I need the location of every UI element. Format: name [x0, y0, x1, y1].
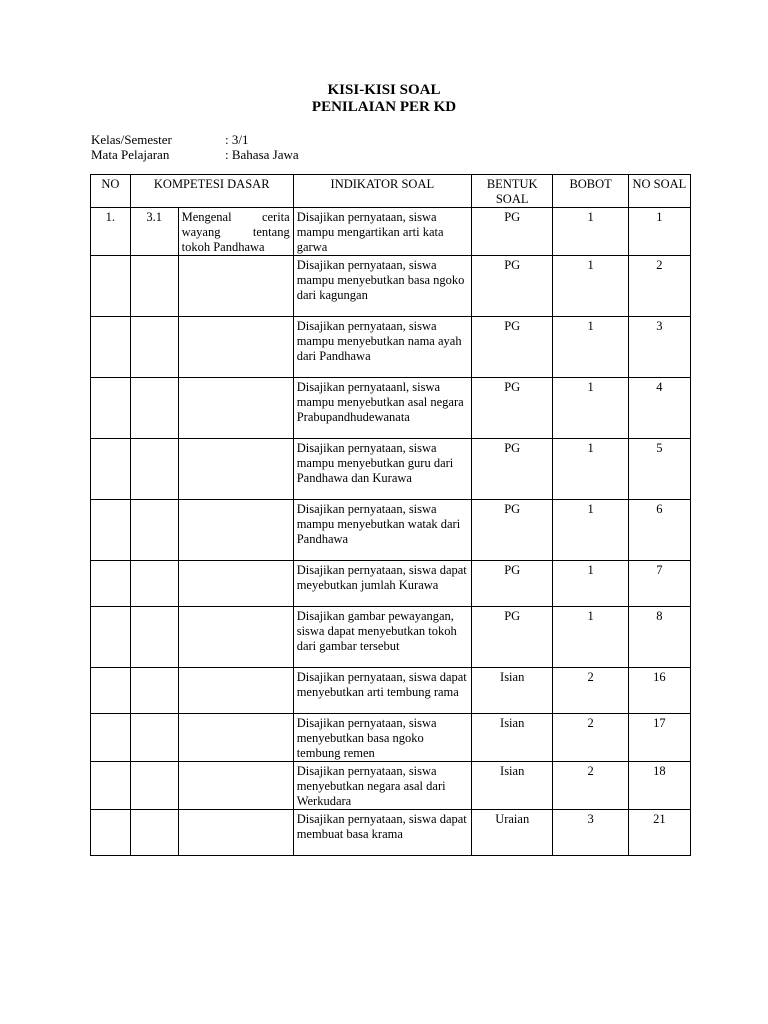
table-row — [91, 317, 691, 378]
cell-kd-kode — [130, 500, 178, 561]
cell-bobot: 1 — [553, 607, 628, 668]
cell-no: 1. — [91, 208, 131, 256]
cell-bentuk-soal: Isian — [471, 714, 552, 762]
cell-no — [91, 561, 131, 607]
cell-no — [91, 810, 131, 856]
header-kompetensi-dasar: KOMPETESI DASAR — [130, 175, 293, 208]
cell-indikator: Disajikan pernyataan, siswa mampu menyebutkan nama ayah dari Pandhawa — [293, 317, 471, 378]
cell-kd-teks: Mengenal cerita wayang tentang tokoh Pandhawa — [178, 208, 293, 256]
table-row — [91, 439, 691, 500]
meta-kelas — [91, 132, 248, 147]
table-header-row — [91, 175, 691, 208]
cell-no-soal: 17 — [628, 714, 690, 762]
cell-bentuk-soal: PG — [471, 561, 552, 607]
cell-no — [91, 668, 131, 714]
cell-bobot: 1 — [553, 561, 628, 607]
meta-mapel-label: Mata Pelajaran — [91, 147, 170, 162]
cell-indikator: Disajikan pernyataan, siswa mampu menyebutkan watak dari Pandhawa — [293, 500, 471, 561]
table-row — [91, 714, 691, 762]
cell-no-soal: 4 — [628, 378, 690, 439]
cell-kd-kode — [130, 378, 178, 439]
cell-no — [91, 378, 131, 439]
cell-no — [91, 607, 131, 668]
header-no-soal: NO SOAL — [628, 175, 690, 208]
cell-bobot: 1 — [553, 317, 628, 378]
table-row — [91, 668, 691, 714]
table-row — [91, 500, 691, 561]
table-row — [91, 810, 691, 856]
cell-indikator: Disajikan pernyataan, siswa dapat menyebutkan arti tembung rama — [293, 668, 471, 714]
cell-indikator: Disajikan pernyataan, siswa menyebutkan basa ngoko tembung remen — [293, 714, 471, 762]
table-row — [91, 378, 691, 439]
cell-indikator: Disajikan pernyataanl, siswa mampu menyebutkan asal negara Prabupandhudewanata — [293, 378, 471, 439]
cell-kd-teks — [178, 439, 293, 500]
cell-bentuk-soal: Isian — [471, 762, 552, 810]
cell-kd-kode — [130, 714, 178, 762]
cell-no — [91, 439, 131, 500]
cell-indikator: Disajikan pernyataan, siswa dapat meyebutkan jumlah Kurawa — [293, 561, 471, 607]
table-row — [91, 561, 691, 607]
cell-bobot: 1 — [553, 439, 628, 500]
cell-bentuk-soal: PG — [471, 607, 552, 668]
cell-kd-kode — [130, 317, 178, 378]
cell-bentuk-soal: PG — [471, 500, 552, 561]
cell-no-soal: 16 — [628, 668, 690, 714]
table-row — [91, 208, 691, 256]
cell-bobot: 3 — [553, 810, 628, 856]
cell-bobot: 1 — [553, 378, 628, 439]
cell-no-soal: 8 — [628, 607, 690, 668]
cell-no — [91, 500, 131, 561]
meta-kelas-label: Kelas/Semester — [91, 132, 172, 147]
cell-no-soal: 21 — [628, 810, 690, 856]
header-indikator-soal: INDIKATOR SOAL — [293, 175, 471, 208]
cell-indikator: Disajikan pernyataan, siswa menyebutkan negara asal dari Werkudara — [293, 762, 471, 810]
cell-bobot: 2 — [553, 714, 628, 762]
cell-kd-teks — [178, 317, 293, 378]
cell-bobot: 1 — [553, 500, 628, 561]
cell-bentuk-soal: PG — [471, 317, 552, 378]
cell-kd-teks — [178, 668, 293, 714]
cell-kd-teks — [178, 256, 293, 317]
cell-kd-kode — [130, 439, 178, 500]
cell-no — [91, 762, 131, 810]
cell-kd-teks — [178, 378, 293, 439]
cell-indikator: Disajikan pernyataan, siswa mampu menyebutkan basa ngoko dari kagungan — [293, 256, 471, 317]
cell-bentuk-soal: Isian — [471, 668, 552, 714]
table-row — [91, 256, 691, 317]
document-title: KISI-KISI SOAL — [327, 82, 441, 98]
cell-kd-teks — [178, 810, 293, 856]
cell-no-soal: 6 — [628, 500, 690, 561]
table-body — [91, 208, 691, 856]
cell-kd-kode — [130, 607, 178, 668]
cell-no-soal: 1 — [628, 208, 690, 256]
cell-kd-kode — [130, 810, 178, 856]
cell-kd-teks — [178, 561, 293, 607]
header-bobot: BOBOT — [553, 175, 628, 208]
cell-no — [91, 256, 131, 317]
cell-bobot: 2 — [553, 762, 628, 810]
cell-kd-kode: 3.1 — [130, 208, 178, 256]
cell-bobot: 1 — [553, 208, 628, 256]
cell-kd-teks — [178, 500, 293, 561]
cell-no — [91, 714, 131, 762]
cell-kd-teks — [178, 607, 293, 668]
cell-no-soal: 2 — [628, 256, 690, 317]
cell-indikator: Disajikan gambar pewayangan, siswa dapat menyebutkan tokoh dari gambar tersebut — [293, 607, 471, 668]
cell-bentuk-soal: PG — [471, 208, 552, 256]
cell-indikator: Disajikan pernyataan, siswa mampu menyebutkan guru dari Pandhawa dan Kurawa — [293, 439, 471, 500]
cell-indikator: Disajikan pernyataan, siswa dapat membuat basa krama — [293, 810, 471, 856]
cell-no-soal: 5 — [628, 439, 690, 500]
cell-bentuk-soal: Uraian — [471, 810, 552, 856]
cell-no-soal: 3 — [628, 317, 690, 378]
meta-kelas-value: : 3/1 — [225, 132, 249, 147]
cell-bentuk-soal: PG — [471, 439, 552, 500]
cell-indikator: Disajikan pernyataan, siswa mampu mengartikan arti kata garwa — [293, 208, 471, 256]
cell-bobot: 1 — [553, 256, 628, 317]
kisi-kisi-table — [90, 174, 691, 856]
cell-bentuk-soal: PG — [471, 378, 552, 439]
meta-mapel — [91, 147, 299, 162]
cell-no — [91, 317, 131, 378]
cell-kd-teks — [178, 714, 293, 762]
table-row — [91, 762, 691, 810]
header-no: NO — [91, 175, 131, 208]
cell-bobot: 2 — [553, 668, 628, 714]
cell-kd-kode — [130, 668, 178, 714]
cell-bentuk-soal: PG — [471, 256, 552, 317]
cell-kd-kode — [130, 561, 178, 607]
meta-mapel-value: : Bahasa Jawa — [225, 147, 299, 162]
header-bentuk-soal: BENTUK SOAL — [471, 175, 552, 208]
cell-no-soal: 18 — [628, 762, 690, 810]
cell-kd-teks — [178, 762, 293, 810]
table-row — [91, 607, 691, 668]
cell-kd-kode — [130, 256, 178, 317]
cell-kd-kode — [130, 762, 178, 810]
document-subtitle: PENILAIAN PER KD — [311, 99, 457, 115]
cell-no-soal: 7 — [628, 561, 690, 607]
